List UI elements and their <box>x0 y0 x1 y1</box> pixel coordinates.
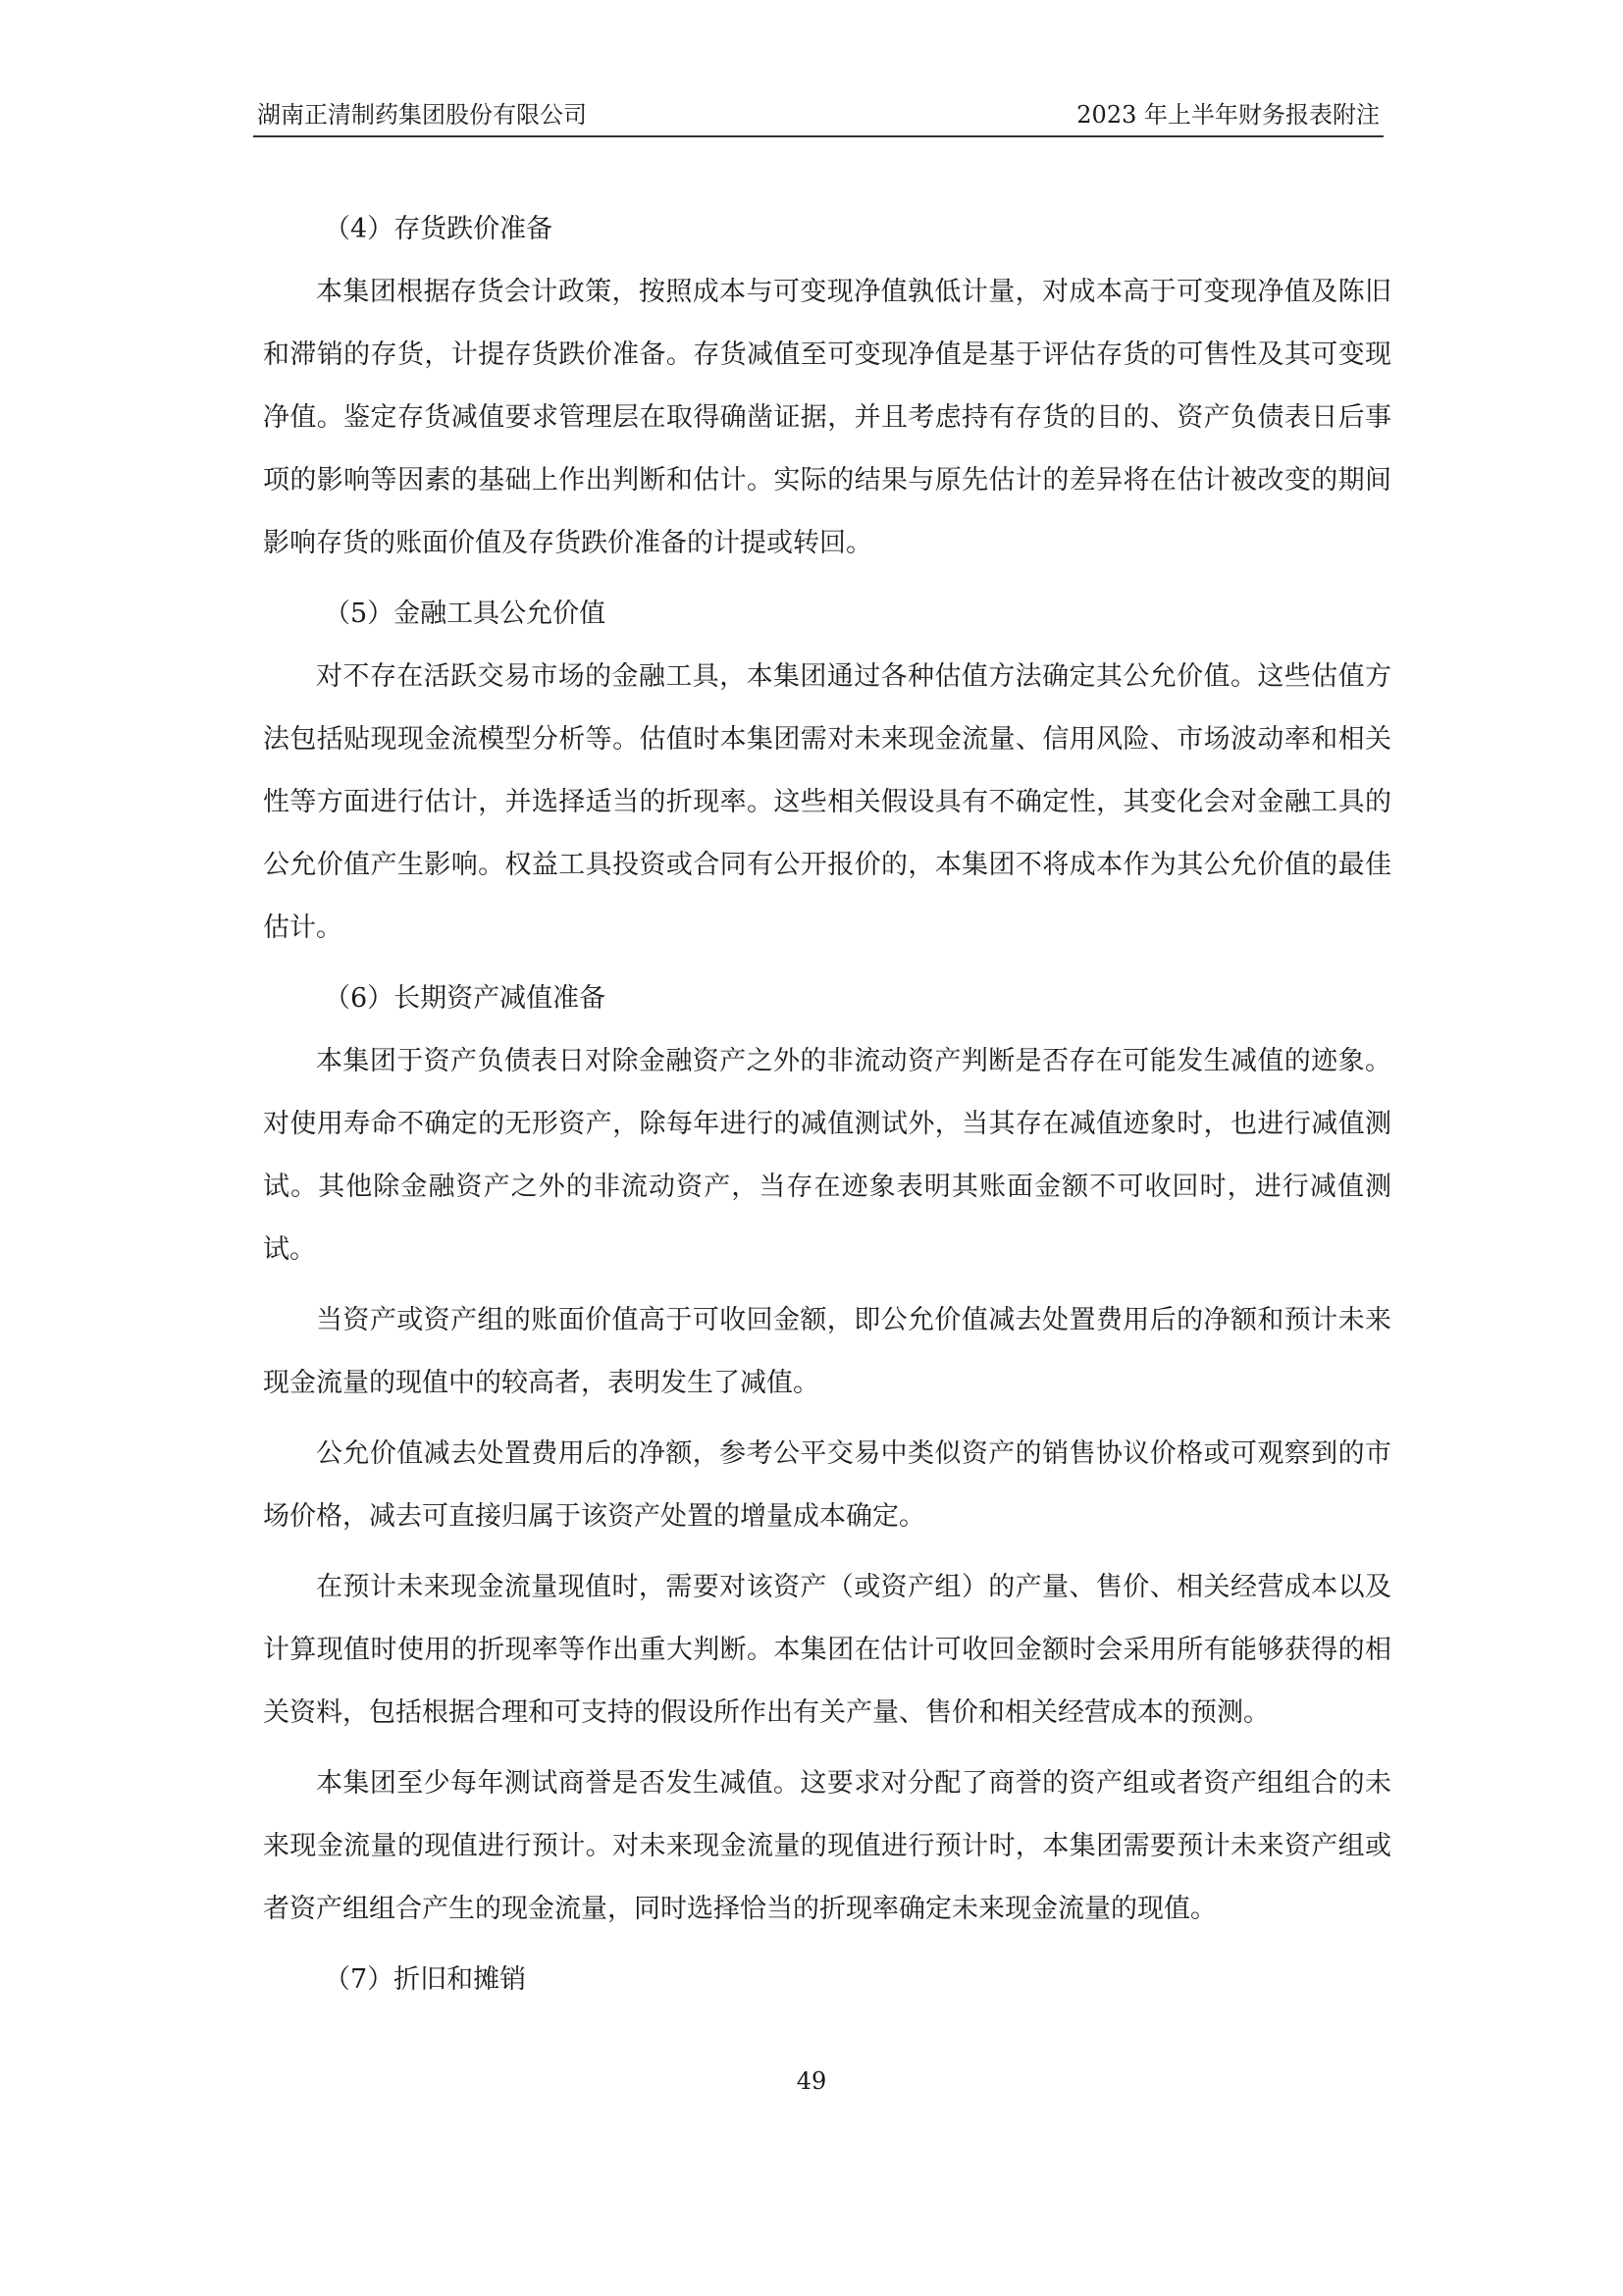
paragraph: 本集团至少每年测试商誉是否发生减值。这要求对分配了商誉的资产组或者资产组组合的未来现金流量的现值进行预计。对未来现金流量的现值进行预计时，本集团需要预计未来资产组或者资产组组合产生的现金流量，同时选择恰当的折现率确定未来现金流量的现值。 <box>263 1768 1391 1924</box>
paragraph: 当资产或资产组的账面价值高于可收回金额，即公允价值减去处置费用后的净额和预计未来现金流量的现值中的较高者，表明发生了减值。 <box>263 1305 1391 1398</box>
paragraph: 在预计未来现金流量现值时，需要对该资产（或资产组）的产量、售价、相关经营成本以及计算现值时使用的折现率等作出重大判断。本集团在估计可收回金额时会采用所有能够获得的相关资料，包括根据合理和可支持的假设所作出有关产量、售价和相关经营成本的预测。 <box>263 1572 1391 1728</box>
page-number: 49 <box>796 2067 827 2095</box>
paragraph: 公允价值减去处置费用后的净额，参考公平交易中类似资产的销售协议价格或可观察到的市场价格，减去可直接归属于该资产处置的增量成本确定。 <box>263 1438 1391 1532</box>
report-title: 2023 年上半年财务报表附注 <box>1076 101 1380 129</box>
section-heading-inventory-impairment: （4）存货跌价准备 <box>324 214 553 244</box>
section-heading-long-term-asset-impairment: （6）长期资产减值准备 <box>324 983 606 1014</box>
company-name: 湖南正清制药集团股份有限公司 <box>257 101 587 129</box>
paragraph: 对不存在活跃交易市场的金融工具，本集团通过各种估值方法确定其公允价值。这些估值方法包括贴现现金流模型分析等。估值时本集团需对未来现金流量、信用风险、市场波动率和相关性等方面进行估计，并选择适当的折现率。这些相关假设具有不确定性，其变化会对金融工具的公允价值产生影响。权益工具投资或合同有公开报价的，本集团不将成本作为其公允价值的最佳估计。 <box>263 661 1391 943</box>
section-heading-depreciation-amortization: （7）折旧和摊销 <box>324 1964 527 1995</box>
paragraph: 本集团根据存货会计政策，按照成本与可变现净值孰低计量，对成本高于可变现净值及陈旧和滞销的存货，计提存货跌价准备。存货减值至可变现净值是基于评估存货的可售性及其可变现净值。鉴定存货减值要求管理层在取得确凿证据，并且考虑持有存货的目的、资产负债表日后事项的影响等因素的基础上作出判断和估计。实际的结果与原先估计的差异将在估计被改变的期间影响存货的账面价值及存货跌价准备的计提或转回。 <box>263 277 1391 558</box>
body-text <box>263 198 1391 2011</box>
page-header <box>253 98 1384 137</box>
section-heading-financial-fair-value: （5）金融工具公允价值 <box>324 599 606 629</box>
paragraph: 本集团于资产负债表日对除金融资产之外的非流动资产判断是否存在可能发生减值的迹象。对使用寿命不确定的无形资产，除每年进行的减值测试外，当其存在减值迹象时，也进行减值测试。其他除金融资产之外的非流动资产，当存在迹象表明其账面金额不可收回时，进行减值测试。 <box>263 1046 1391 1265</box>
